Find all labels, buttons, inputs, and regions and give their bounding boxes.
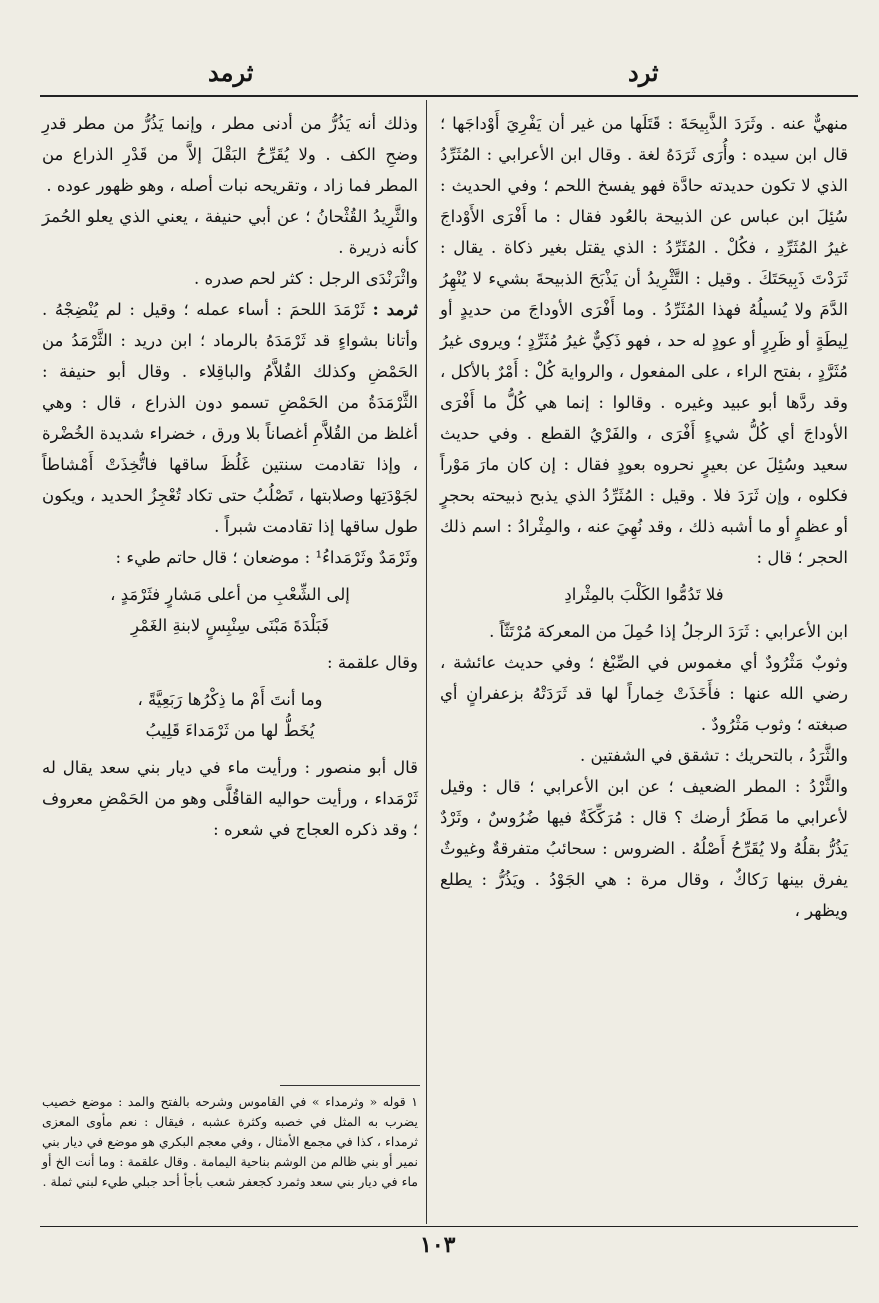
bottom-rule — [40, 1226, 858, 1227]
verse-line: فلا تَدُمُّوا الكَلْبَ بالمِثْرادِ — [564, 585, 724, 604]
entry-paragraph: واثْرَنْدَى الرجل : كثر لحم صدره . — [194, 269, 418, 288]
footnote-rule — [280, 1085, 420, 1086]
entry-paragraph — [42, 294, 418, 542]
footnote — [42, 1092, 418, 1192]
entry-paragraph: ابن الأعرابي : ثَرَدَ الرجلُ إذا حُمِلَ من المعركة مُرْتَثّاً . — [489, 622, 848, 641]
verse-line: فَبَلْدَةَ مَبْنَى سِنْبِسٍ لابنةِ الغَمْرِ — [130, 616, 330, 635]
verse — [440, 579, 848, 610]
entry-paragraph: والثَّرَدُ ، بالتحريك : تشقق في الشفتين . — [580, 746, 848, 765]
entry-paragraph: وذلك أنه يَذُرُّ من أدنى مطر ، وإنما يَذُرُّ من مطر قدرِ وضحِ الكف . ولا يُقَرِّحُ البَقْلَ إلاَّ من قَدْرِ الذراع من المطر فما زاد ، وتقريحه نبات أصله ، وهو ظهور عوده . — [42, 114, 418, 195]
verse-line: وما أنتَ أَمْ ما ذِكْرُها رَبَعِيَّةً ، — [137, 690, 323, 709]
verse — [42, 684, 418, 746]
right-column — [440, 108, 848, 926]
verse-line: يُخَطُّ لها من ثَرْمَداءَ قَلِيبُ — [145, 721, 315, 740]
entry-paragraph: منهيٌّ عنه . وثَرَدَ الذَّبِيحَةَ : قَتَلَها من غير أن يَفْرِيَ أَوْداجَها ؛ قال ابن سيده : وأُرَى ثَرَدَهُ لغة . وقال ابن الأعرابي : المُثَرِّدُ الذي لا تكون حديدته حادَّة فهو يفسخ اللحم ؛ وفي الحديث : سُئِلَ ابن عباس عن الذبيحة بالعُود فقال : ما أَفْرَى الأَوْداجَ غيرُ المُثَرِّدِ ، فكُلْ . المُثَرِّدُ : الذي يقتل بغير ذكاة . يقال : ثَرَدْتَ ذَبِيحَتَكَ . وقيل : التَّثْرِيدُ أن يَذْبَحَ الذبيحةَ بشيء لا يُنْهِرُ الدَّمَ ولا يُسيلُهُ فهذا المُثَرِّدُ . وما أَفْرَى الأوداجَ من حديدٍ أو لِيطَةٍ أو ظَرِرٍ أو عودٍ له حد ، فهو ذَكِيٌّ غيرُ مُثَرِّدٍ ؛ ويروى غيرُ مُثَرَّدٍ ، بفتح الراء ، على المفعول ، والرواية كُلْ : أَمْرٌ بالأكل ، وقد ردَّها أبو عبيد وغيره . وقالوا : إنما هي كُلُّ ما أَفْرَى الأوداجَ أي كُلُّ شيءٍ أَفْرَى ، والفَرْيُ القطع . وفي حديث سعيد وسُئِلَ عن بعيرٍ نحروه بعودٍ فقال : إن كان مارَ مَوْراً فكلوه ، وإن ثَرَدَ فلا . وقيل : المُثَرِّدُ الذي يذبح ذبيحته بحجرٍ أو عظمٍ أو ما أشبه ذلك ، وقد نُهِيَ عنه ، والمِثْرادُ : اسم ذلك الحجر ؛ قال : — [440, 114, 848, 567]
entry-paragraph: وثوبٌ مَثْرُودٌ أي مغموس في الصِّبْغ ؛ وفي حديث عائشة ، رضي الله عنها : فأَخَذَتْ خِماراً لها قد ثَرَدَتْهُ بزعفرانٍ أي صبغته ؛ وثوب مَثْرُودٌ . — [440, 653, 848, 734]
column-divider — [426, 100, 427, 1224]
entry-text: ثَرْمَدَ اللحمَ : أساء عمله ؛ وقيل : لم يُنْضِجْهُ . وأتانا بشواءٍ قد ثَرْمَدَهُ بالرماد ؛ ابن دريد : الثَّرْمَدُ من الحَمْضِ وكذلك القُلاَّمُ والباقِلاء . وقال أبو حنيفة : الثَّرْمَدَةُ من الحَمْضِ تسمو دون الذراع ، قال : وهي أغلظ من القُلاَّمِ أغصاناً بلا ورق ، خضراء شديدة الخُضْرة ، وإذا تقادمت سنتين غَلُظَ ساقها فاتُّخِذَتْ أَمْشاطاً لجَوْدَتِها وصلابتها ، تَصْلُبُ حتى تكاد تُعْجِزُ الحديد ، ويكون طول ساقها إذا تقادمت شبراً . — [42, 300, 418, 536]
running-head-left: ثرمد — [208, 58, 254, 87]
entry-lemma: ثرمد : — [372, 300, 419, 319]
page-number: ١٠٣ — [420, 1232, 456, 1258]
entry-paragraph: قال أبو منصور : ورأيت ماء في ديار بني سعد يقال له ثَرْمَداء ، ورأيت حواليه القاقُلَّى وهو من الحَمْضِ معروف ؛ وقد ذكره العجاج في شعره : — [42, 758, 418, 839]
running-head-right: ثرد — [628, 58, 659, 87]
entry-paragraph: وثَرْمَدٌ وثَرْمَداءُ¹ : موضعان ؛ قال حاتم طيء : — [115, 548, 418, 567]
entry-paragraph: وقال علقمة : — [327, 653, 418, 672]
verse — [42, 579, 418, 641]
top-rule — [40, 95, 858, 97]
entry-paragraph: والثَّرِيدُ القُثْحانُ ؛ عن أبي حنيفة ، يعني الذي يعلو الحُمرَ كأنه ذريرة . — [42, 207, 418, 257]
footnote-text: ١ قوله « وثرمداء » في القاموس وشرحه بالفتح والمد : موضع خصيب يضرب به المثل في خصبه وكثرة عشبه ، فيقال : نعم مأوى المعزى ثرمداء ، كذا في مجمع الأمثال ، وفي معجم البكري هو موضع في ديار بني نمير أو بني ظالم من الوشم بناحية اليمامة . وقال علقمة : وما أنت الخ أو ماء في ديار بني سعد وثمرد كجعفر شعب بأجأ أحد جبلي طيء لبني ثملة . — [42, 1094, 418, 1189]
entry-paragraph: والثَّرْدُ : المطر الضعيف ؛ عن ابن الأعرابي ؛ قال : وقيل لأعرابي ما مَطَرُ أرضك ؟ قال : مُرَكِّكَةٌ فيها ضُرُوسٌ ، وثَرْدٌ يَذُرُّ بقلُهُ ولا يُقَرِّحُ أَصْلُهُ . الضروس : سحائبُ متفرقةٌ وغيوثٌ يفرق بينها رَكاكٌ ، وقال مرة : هي الجَوْدُ . ويَذُرُّ : يطلع ويظهر ، — [440, 777, 848, 920]
left-column — [42, 108, 418, 845]
verse-line: إلى الشِّعْبِ من أعلى مَشارٍ فثَرْمَدٍ ، — [110, 585, 350, 604]
